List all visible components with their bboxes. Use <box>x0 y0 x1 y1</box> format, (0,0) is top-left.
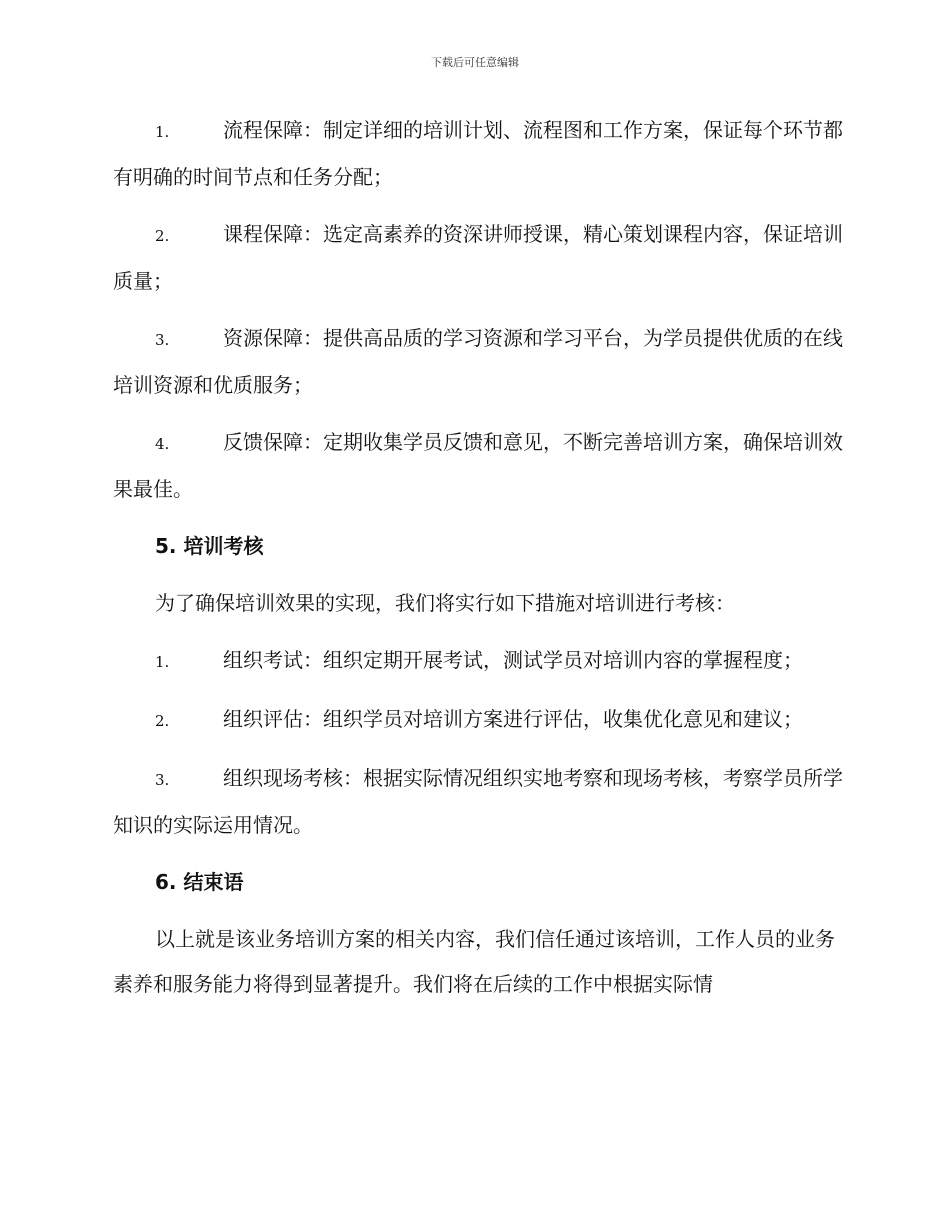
list-number: 4. <box>155 435 170 453</box>
list-number: 1. <box>155 653 170 671</box>
list-item <box>113 108 843 200</box>
list-item <box>113 420 843 512</box>
section-heading: 6. 结束语 <box>155 870 244 894</box>
section-heading: 5. 培训考核 <box>155 534 264 558</box>
list-text: 反馈保障：定期收集学员反馈和意见，不断完善培训方案，确保培训效果最佳。 <box>113 430 843 501</box>
list-text: 流程保障：制定详细的培训计划、流程图和工作方案，保证每个环节都有明确的时间节点和任务分配； <box>113 118 843 189</box>
list-number: 3. <box>155 331 170 349</box>
list-item <box>113 697 843 744</box>
list-text: 组织考试：组织定期开展考试，测试学员对培训内容的掌握程度； <box>223 648 803 672</box>
list-text: 组织现场考核：根据实际情况组织实地考察和现场考核，考察学员所学知识的实际运用情况。 <box>113 766 843 837</box>
page-header: 下载后可任意编辑 <box>431 56 519 69</box>
list-number: 3. <box>155 771 170 789</box>
closing-paragraph: 以上就是该业务培训方案的相关内容，我们信任通过该培训，工作人员的业务素养和服务能力将得到显著提升。我们将在后续的工作中根据实际情 <box>113 927 835 996</box>
list-item <box>113 638 843 685</box>
list-text: 组织评估：组织学员对培训方案进行评估，收集优化意见和建议； <box>223 707 803 731</box>
list-item <box>113 756 843 848</box>
list-number: 2. <box>155 712 170 730</box>
list-item <box>113 316 843 408</box>
list-number: 1. <box>155 123 170 141</box>
list-item <box>113 212 843 304</box>
list-text: 课程保障：选定高素养的资深讲师授课，精心策划课程内容，保证培训质量； <box>113 222 843 293</box>
list-number: 2. <box>155 227 170 245</box>
document-body <box>113 108 843 1019</box>
list-text: 资源保障：提供高品质的学习资源和学习平台，为学员提供优质的在线培训资源和优质服务； <box>113 326 843 397</box>
section-intro: 为了确保培训效果的实现，我们将实行如下措施对培训进行考核： <box>155 591 735 615</box>
